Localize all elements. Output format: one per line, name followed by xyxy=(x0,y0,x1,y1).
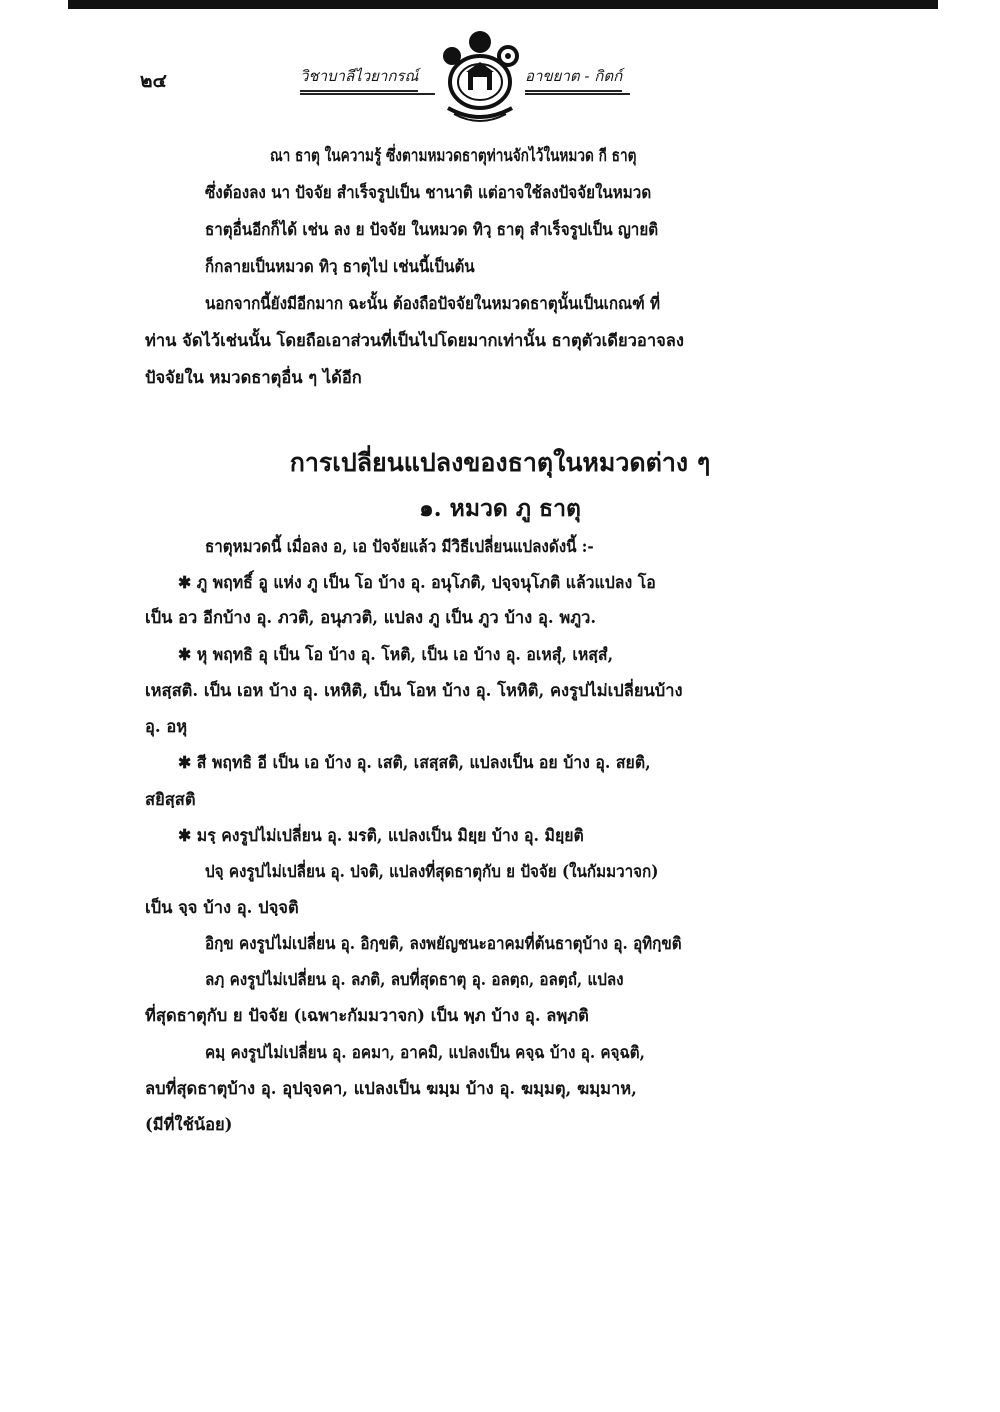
section-line-5: เหสฺสติ. เป็น เอห บ้าง อุ. เหหิติ, เป็น โอห บ้าง อุ. โหหิติ, คงรูปไม่เปลี่ยนบ้าง xyxy=(145,681,683,700)
bullet-item-mar xyxy=(178,826,840,846)
intro-line-7: ปัจจัยใน หมวดธาตุอื่น ๆ ได้อีก xyxy=(145,368,362,387)
intro-line-2: ซึ่งต้องลง นา ปัจจัย สำเร็จรูปเป็น ชานาติ แต่อาจใช้ลงปัจจัยในหมวด xyxy=(205,183,652,202)
intro-line-4: ก็กลายเป็นหมวด ทิวฺ ธาตุไป เช่นนี้เป็นต้น xyxy=(205,257,475,276)
section-line-10: ปจฺ คงรูปไม่เปลี่ยน อุ. ปจติ, แปลงที่สุดธาตุกับ ย ปัจจัย (ในกัมมวาจก) xyxy=(205,862,659,881)
section-line-4: หุ พฤทธิ อุ เป็น โอ บ้าง อุ. โหติ, เป็น เอ บ้าง อุ. อเหสุํ, เหสฺสํ, xyxy=(196,645,614,664)
page-number: ๒๔ xyxy=(140,70,167,92)
bullet-star-icon: ✱ xyxy=(178,645,192,664)
section-line-8: สยิสฺสติ xyxy=(145,790,196,809)
section-title: การเปลี่ยนแปลงของธาตุในหมวดต่าง ๆ xyxy=(289,448,711,477)
intro-line-1: ณา ธาตุ ในความรู้ ซึ่งตามหมวดธาตุท่านจักไว้ในหมวด กี ธาตุ xyxy=(270,146,637,165)
bullet-item-hu xyxy=(178,645,840,665)
page-header xyxy=(140,44,840,124)
bullet-star-icon: ✱ xyxy=(178,573,192,592)
bullet-star-icon: ✱ xyxy=(178,753,192,772)
emblem-logo-icon xyxy=(438,30,522,126)
section-line-6: อุ. อหุ xyxy=(145,717,188,736)
header-right-title: อาขยาต - กิตก์ xyxy=(525,64,622,92)
section-line-11: เป็น จฺจ บ้าง อุ. ปจฺจติ xyxy=(145,898,299,917)
section-line-14: ที่สุดธาตุกับ ย ปัจจัย (เฉพาะกัมมวาจก) เป็น พฺภ บ้าง อุ. ลพฺภติ xyxy=(145,1006,589,1025)
section-line-9: มรฺ คงรูปไม่เปลี่ยน อุ. มรติ, แปลงเป็น มิยฺย บ้าง อุ. มิยฺยติ xyxy=(196,826,584,845)
section-line-17: (มีที่ใช้น้อย) xyxy=(145,1115,233,1134)
intro-line-3: ธาตุอื่นอีกก็ได้ เช่น ลง ย ปัจจัย ในหมวด ทิวฺ ธาตุ สำเร็จรูปเป็น ญายติ xyxy=(205,220,659,239)
header-right-rule xyxy=(525,93,630,95)
section-subtitle: ๑. หมวด ภู ธาตุ xyxy=(419,495,581,522)
intro-line-5: นอกจากนี้ยังมีอีกมาก ฉะนั้น ต้องถือปัจจัยในหมวดธาตุนั้นเป็นเกณฑ์ ที่ xyxy=(205,294,660,313)
intro-line-6: ท่าน จัดไว้เช่นนั้น โดยถือเอาส่วนที่เป็นไปโดยมากเท่านั้น ธาตุตัวเดียวอาจลง xyxy=(145,331,684,350)
section-line-2: ภู พฤทธิ์ อู แห่ง ภู เป็น โอ บ้าง อุ. อนุโภติ, ปจฺจนุโภติ แล้วแปลง โอ xyxy=(196,573,656,592)
section-line-3: เป็น อว อีกบ้าง อุ. ภวติ, อนุภวติ, แปลง ภู เป็น ภูว บ้าง อุ. พภูว. xyxy=(145,608,597,627)
header-left-rule xyxy=(300,93,435,95)
section-line-15: คมฺ คงรูปไม่เปลี่ยน อุ. อคมา, อาคมิ, แปลงเป็น คจฺฉ บ้าง อุ. คจฺฉติ, xyxy=(205,1043,645,1062)
header-left-title: วิชาบาลีไวยากรณ์ xyxy=(300,64,418,92)
section-line-16: ลบที่สุดธาตุบ้าง อุ. อุปจฺจคา, แปลงเป็น ฆมฺม บ้าง อุ. ฆมฺมตุ, ฆมฺมาห, xyxy=(145,1079,637,1098)
top-scan-bar xyxy=(68,0,938,9)
bullet-star-icon: ✱ xyxy=(178,826,192,845)
section-line-13: ลภฺ คงรูปไม่เปลี่ยน อุ. ลภติ, ลบที่สุดธาตุ อุ. อลตฺถ, อลตฺถํ, แปลง xyxy=(205,970,624,989)
bullet-item-bhu xyxy=(178,573,840,593)
section-line-12: อิกฺข คงรูปไม่เปลี่ยน อุ. อิกฺขติ, ลงพยัญชนะอาคมที่ต้นธาตุบ้าง อุ. อุทิกฺขติ xyxy=(205,934,682,953)
bullet-item-si xyxy=(178,753,840,773)
section-line-1: ธาตุหมวดนี้ เมื่อลง อ, เอ ปัจจัยแล้ว มีวิธีเปลี่ยนแปลงดังนี้ :- xyxy=(205,537,594,556)
section-line-7: สี พฤทธิ อี เป็น เอ บ้าง อุ. เสติ, เสสฺสติ, แปลงเป็น อย บ้าง อุ. สยติ, xyxy=(196,753,651,772)
